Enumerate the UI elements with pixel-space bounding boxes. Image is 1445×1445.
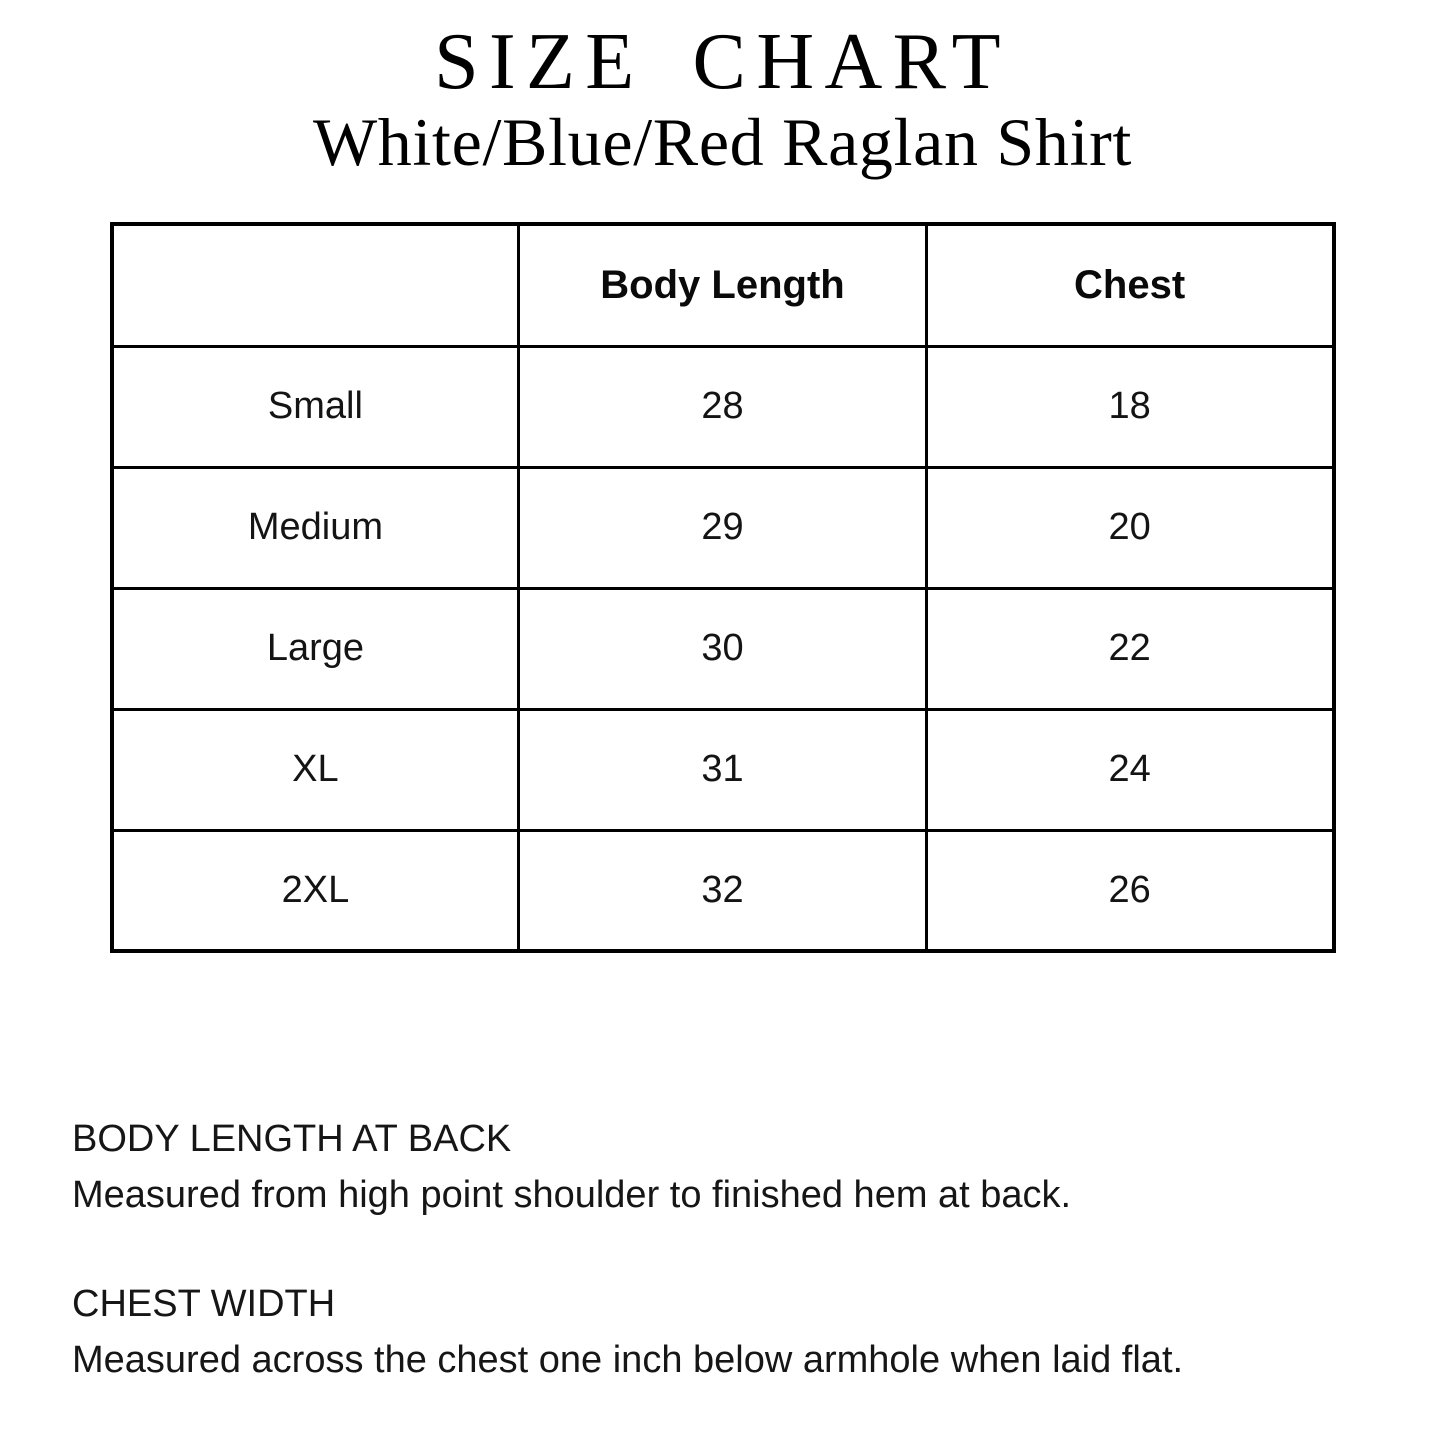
page-subtitle: White/Blue/Red Raglan Shirt [312, 104, 1133, 180]
chest-cell: 22 [926, 588, 1333, 709]
chest-cell: 26 [926, 830, 1333, 951]
size-cell: Small [112, 346, 519, 467]
body-length-cell: 30 [519, 588, 926, 709]
body-length-cell: 32 [519, 830, 926, 951]
chest-cell: 20 [926, 467, 1333, 588]
table-row-large [112, 588, 1334, 709]
size-cell: 2XL [112, 830, 519, 951]
size-cell: Medium [112, 467, 519, 588]
size-cell: XL [112, 709, 519, 830]
page-header [0, 0, 1445, 180]
size-table-header-row [112, 224, 1334, 346]
column-header-size [112, 224, 519, 346]
size-cell: Large [112, 588, 519, 709]
body-length-cell: 28 [519, 346, 926, 467]
chest-cell: 18 [926, 346, 1333, 467]
measurement-notes [72, 1111, 1445, 1388]
body-length-note-heading: BODY LENGTH AT BACK [72, 1118, 512, 1161]
table-row-medium [112, 467, 1334, 588]
table-row-2xl [112, 830, 1334, 951]
chest-cell: 24 [926, 709, 1333, 830]
column-header-chest: Chest [926, 224, 1333, 346]
chest-width-note [72, 1276, 1445, 1388]
body-length-cell: 31 [519, 709, 926, 830]
size-table [110, 222, 1336, 953]
page-title: SIZE CHART [434, 18, 1011, 106]
table-row-xl [112, 709, 1334, 830]
chest-width-note-description: Measured across the chest one inch below armhole when laid flat. [72, 1338, 1184, 1381]
body-length-note-description: Measured from high point shoulder to finished hem at back. [72, 1174, 1072, 1217]
body-length-note [72, 1111, 1445, 1223]
column-header-body-length: Body Length [519, 224, 926, 346]
chest-width-note-heading: CHEST WIDTH [72, 1282, 336, 1325]
table-row-small [112, 346, 1334, 467]
body-length-cell: 29 [519, 467, 926, 588]
